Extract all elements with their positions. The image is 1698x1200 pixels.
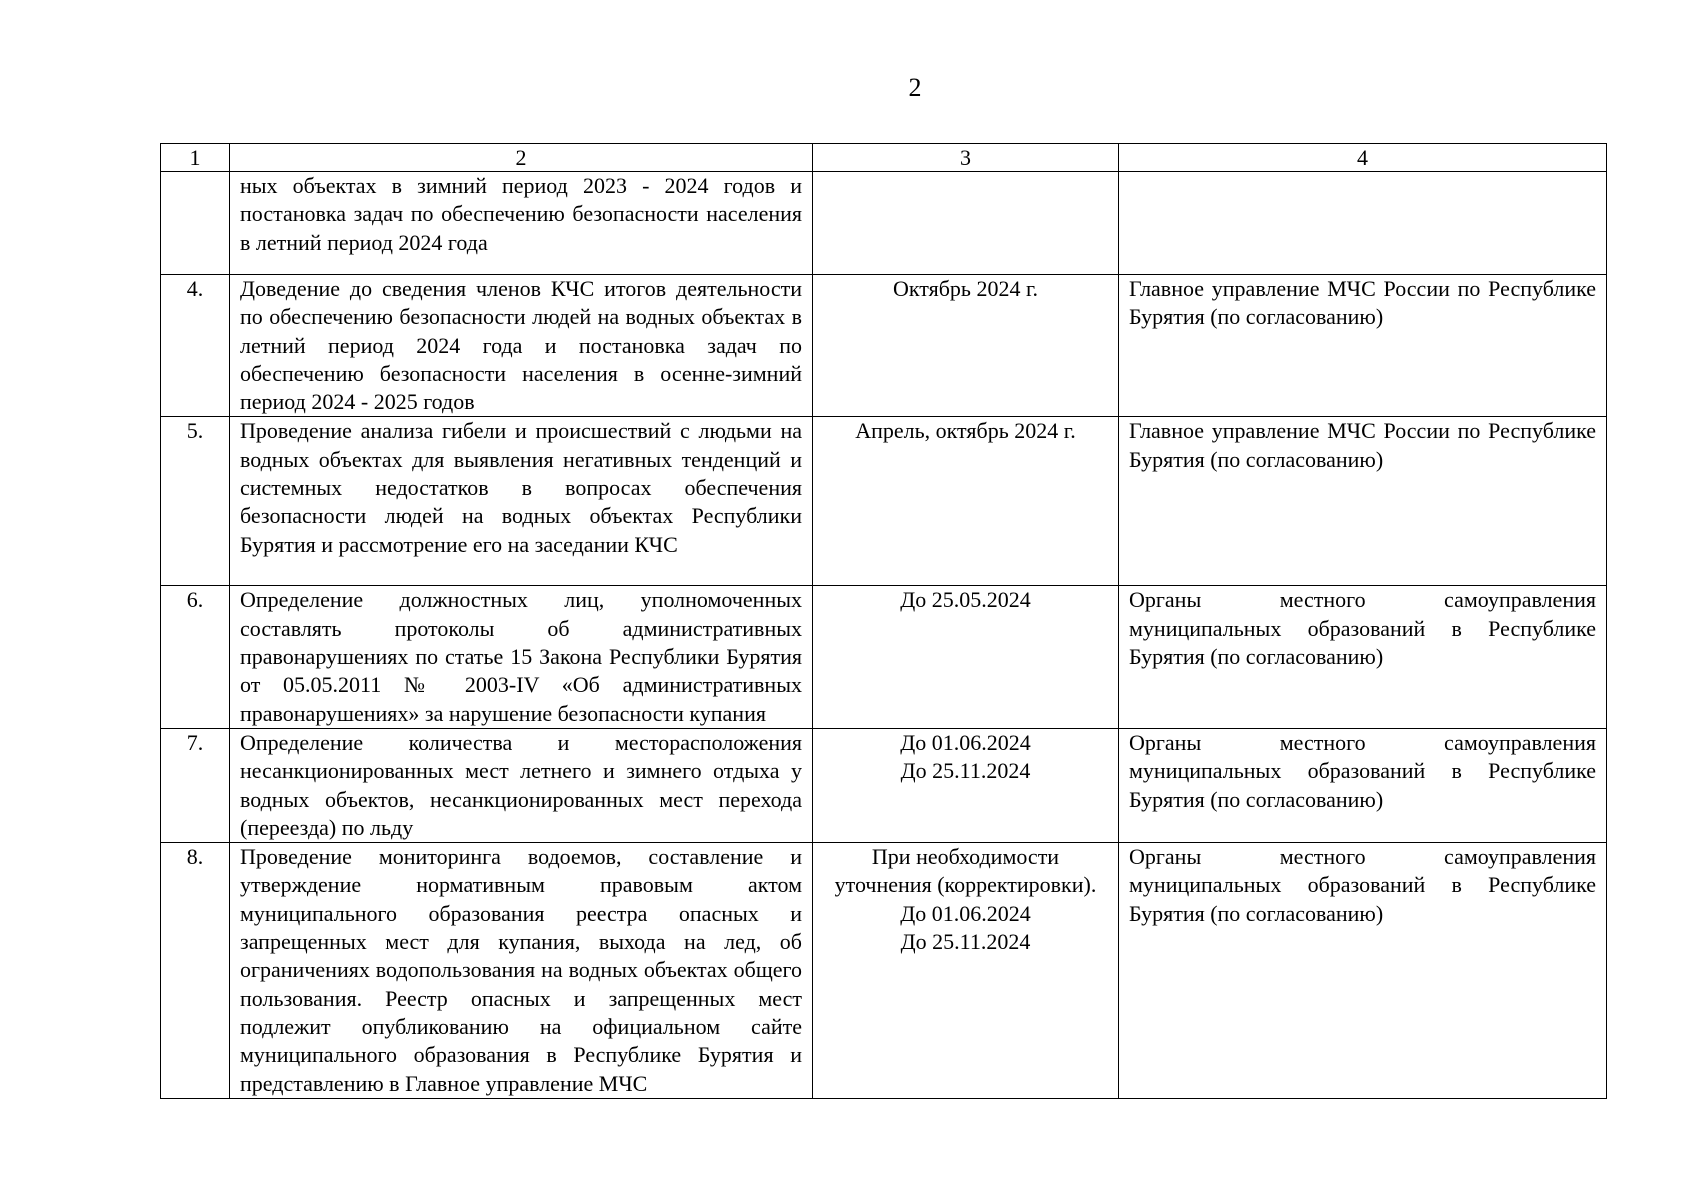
executor-text: Главное управление МЧС России по Республике Бурятия (по согласованию): [1119, 417, 1607, 586]
executor-text: Главное управление МЧС России по Республике Бурятия (по согласованию): [1119, 275, 1607, 417]
column-number-4: 4: [1119, 144, 1607, 172]
plan-table: [160, 143, 1607, 1099]
executor-text: Органы местного самоуправления муниципальных образований в Республике Бурятия (по согласованию): [1119, 728, 1607, 842]
deadline-cell: [813, 275, 1119, 417]
deadline-line: До 01.06.2024: [900, 729, 1031, 755]
table-row: [161, 728, 1607, 842]
deadline-cell: [813, 417, 1119, 586]
deadline-cell: [813, 172, 1119, 275]
deadline-line: До 01.06.2024: [900, 900, 1031, 926]
row-number: 8.: [161, 843, 230, 1099]
column-number-2: 2: [230, 144, 813, 172]
deadline-line: Октябрь 2024 г.: [893, 276, 1038, 301]
deadline-line: До 25.11.2024: [900, 929, 1031, 955]
table-header-row: [161, 144, 1607, 172]
deadline-line: Апрель, октябрь 2024 г.: [855, 418, 1076, 444]
row-number: 5.: [161, 417, 230, 586]
executor-text: [1119, 172, 1607, 275]
page-number: 2: [908, 73, 922, 102]
measure-text: ных объектах в зимний период 2023 - 2024 годов и постановка задач по обеспечению безопасности населения в летний период 2024 года: [230, 172, 813, 275]
deadline-cell: [813, 843, 1119, 1099]
row-number: 4.: [161, 275, 230, 417]
column-number-3: 3: [813, 144, 1119, 172]
table-row: [161, 843, 1607, 1099]
executor-text: Органы местного самоуправления муниципальных образований в Республике Бурятия (по согласованию): [1119, 843, 1607, 1099]
row-number: [161, 172, 230, 275]
measure-text: Проведение анализа гибели и происшествий с людьми на водных объектах для выявления негативных тенденций и системных недостатков в вопросах обеспечения безопасности людей на водных объектах Республики Бурятия и рассмотрение его на заседании КЧС: [230, 417, 813, 586]
measure-text: Проведение мониторинга водоемов, составление и утверждение нормативным правовым актом муниципального образования реестра опасных и запрещенных мест для купания, выхода на лед, об ограничениях водопользования на водных объектах общего пользования. Реестр опасных и запрещенных мест подлежит опубликованию на официальном сайте муниципального образования в Республике Бурятия и представлению в Главное управление МЧС: [230, 843, 813, 1099]
row-number: 7.: [161, 728, 230, 842]
measure-text: Определение должностных лиц, уполномоченных составлять протоколы об административных правонарушениях по статье 15 Закона Республики Бурятия от 05.05.2011 № 2003-IV «Об административных правонарушениях» за нарушение безопасности купания: [230, 586, 813, 728]
deadline-cell: [813, 728, 1119, 842]
table-row: [161, 275, 1607, 417]
column-number-1: 1: [161, 144, 230, 172]
deadline-cell: [813, 586, 1119, 728]
measure-text: Определение количества и месторасположения несанкционированных мест летнего и зимнего отдыха у водных объектов, несанкционированных мест перехода (переезда) по льду: [230, 728, 813, 842]
table-row: [161, 586, 1607, 728]
deadline-line: До 25.05.2024: [900, 587, 1031, 613]
measure-text: Доведение до сведения членов КЧС итогов деятельности по обеспечению безопасности людей на водных объектах в летний период 2024 года и постановка задач по обеспечению безопасности населения в осенне-зимний период 2024 - 2025 годов: [230, 275, 813, 417]
table-row: [161, 172, 1607, 275]
executor-text: Органы местного самоуправления муниципальных образований в Республике Бурятия (по согласованию): [1119, 586, 1607, 728]
table-row: [161, 417, 1607, 586]
deadline-line: До 25.11.2024: [900, 758, 1031, 784]
row-number: 6.: [161, 586, 230, 728]
deadline-line: При необходимости уточнения (корректировки).: [834, 844, 1097, 898]
